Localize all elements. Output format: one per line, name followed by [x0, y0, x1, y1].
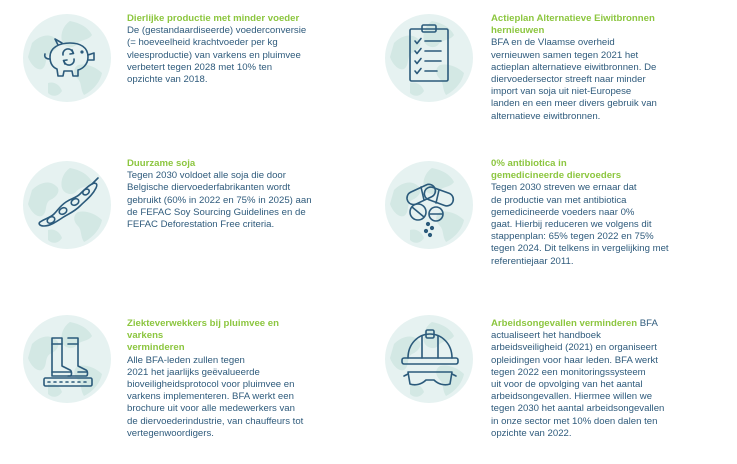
card-body-line: diervoedersector streeft naar minder [491, 74, 646, 86]
card-body-line: gebruikt (60% in 2022 en 75% in 2025) aan [127, 194, 312, 206]
card-body-line: in onze sector met 10% doen dalen ten [491, 415, 658, 427]
card-title: Actieplan Alternatieve Eiwitbronnen [491, 13, 655, 24]
card-title: Dierlijke productie met minder voeder [127, 13, 300, 24]
pills-icon [384, 160, 474, 250]
soybean-icon [22, 160, 112, 250]
card-body-line: alternatieve eiwitbronnen. [491, 110, 601, 122]
card-body-line: FEFAC Deforestation Free criteria. [127, 219, 275, 231]
card-body-line: de FEFAC Soy Sourcing Guidelines en de [127, 206, 306, 218]
card-title: Ziekteverwekkers bij pluimvee en varkens [127, 318, 279, 342]
card-body-line: actieplan alternatieve eiwitbronnen. De [491, 61, 657, 73]
card-body-line: gaat. Hierbij reduceren we volgens dit [491, 219, 652, 231]
checklist-icon [384, 13, 474, 103]
card-body-line: brochure uit voor alle medewerkers van [127, 403, 295, 415]
card-title-line [491, 318, 664, 330]
card-body-line: varkens implementeren. BFA werkt een [127, 391, 294, 403]
card-body-line: arbeidsongevallen. Hiermee willen we [491, 391, 653, 403]
card-body-line: uit voor de opvolging van het aantal [491, 379, 643, 391]
card-body-line: opzichte van 2022. [491, 427, 572, 439]
card-body-line: stappenplan: 65% tegen 2022 en 75% [491, 231, 654, 243]
card-body-line: de diervoederindustrie, van chauffeurs tot [127, 415, 304, 427]
card-body-line: opleidingen voor haar leden. BFA werkt [491, 354, 658, 366]
card-title: gemedicineerde diervoeders [491, 170, 622, 182]
card-body-line: BFA en de Vlaamse overheid [491, 37, 615, 49]
card-body-line: vertegenwoordigers. [127, 427, 214, 439]
card-body-line: tegen 2024. Dit telkens in vergelijking met [491, 243, 669, 255]
card-body-line: Tegen 2030 streven we ernaar dat [491, 182, 637, 194]
card-body-line: opzichte van 2018. [127, 74, 208, 86]
card-body-line: referentiejaar 2011. [491, 255, 574, 267]
card-body-line: vernieuwen samen tegen 2021 het [491, 49, 639, 61]
card-body-line: Belgische diervoederfabrikanten wordt [127, 182, 291, 194]
card-body-line: arbeidsveiligheid (2021) en organiseert [491, 342, 657, 354]
card-body-line: tegen 2022 een monitoringssysteem [491, 366, 646, 378]
card-body-line: de productie van met antibiotica [491, 194, 627, 206]
card-body-line: bioveiligheidsprotocol voor pluimvee en [127, 379, 295, 391]
card-body-line: landen en een meer divers gebruik van [491, 98, 657, 110]
card-title: Arbeidsongevallen verminderen [491, 318, 638, 329]
card-title: 0% antibiotica in [491, 158, 567, 169]
card-body-line: Tegen 2030 voldoet alle soja die door [127, 170, 286, 182]
card-body-line: vleesproductie) van varkens en pluimvee [127, 49, 301, 61]
card-body-line: verbetert tegen 2028 met 10% ten [127, 61, 273, 73]
pig-recycle-icon [22, 13, 112, 103]
card-body-line: Alle BFA-leden zullen tegen [127, 354, 245, 366]
card-body-line: import van soja uit niet-Europese [491, 86, 632, 98]
boots-icon [22, 314, 112, 404]
card-body-line: De (gestandaardiseerde) voederconversie [127, 25, 307, 37]
card-body-line: BFA [637, 318, 658, 329]
card-body-line: gemedicineerde voeders naar 0% [491, 206, 635, 218]
hardhat-goggles-icon [384, 314, 474, 404]
card-body-line: actualiseert het handboek [491, 330, 601, 342]
card-body-line: (= hoeveelheid krachtvoeder per kg [127, 37, 278, 49]
card-body-line: 2021 het jaarlijks geëvalueerde [127, 366, 260, 378]
card-title: hernieuwen [491, 25, 545, 37]
card-title: Duurzame soja [127, 158, 196, 169]
card-title: verminderen [127, 342, 185, 354]
card-body-line: tegen 2030 het aantal arbeidsongevallen [491, 403, 665, 415]
